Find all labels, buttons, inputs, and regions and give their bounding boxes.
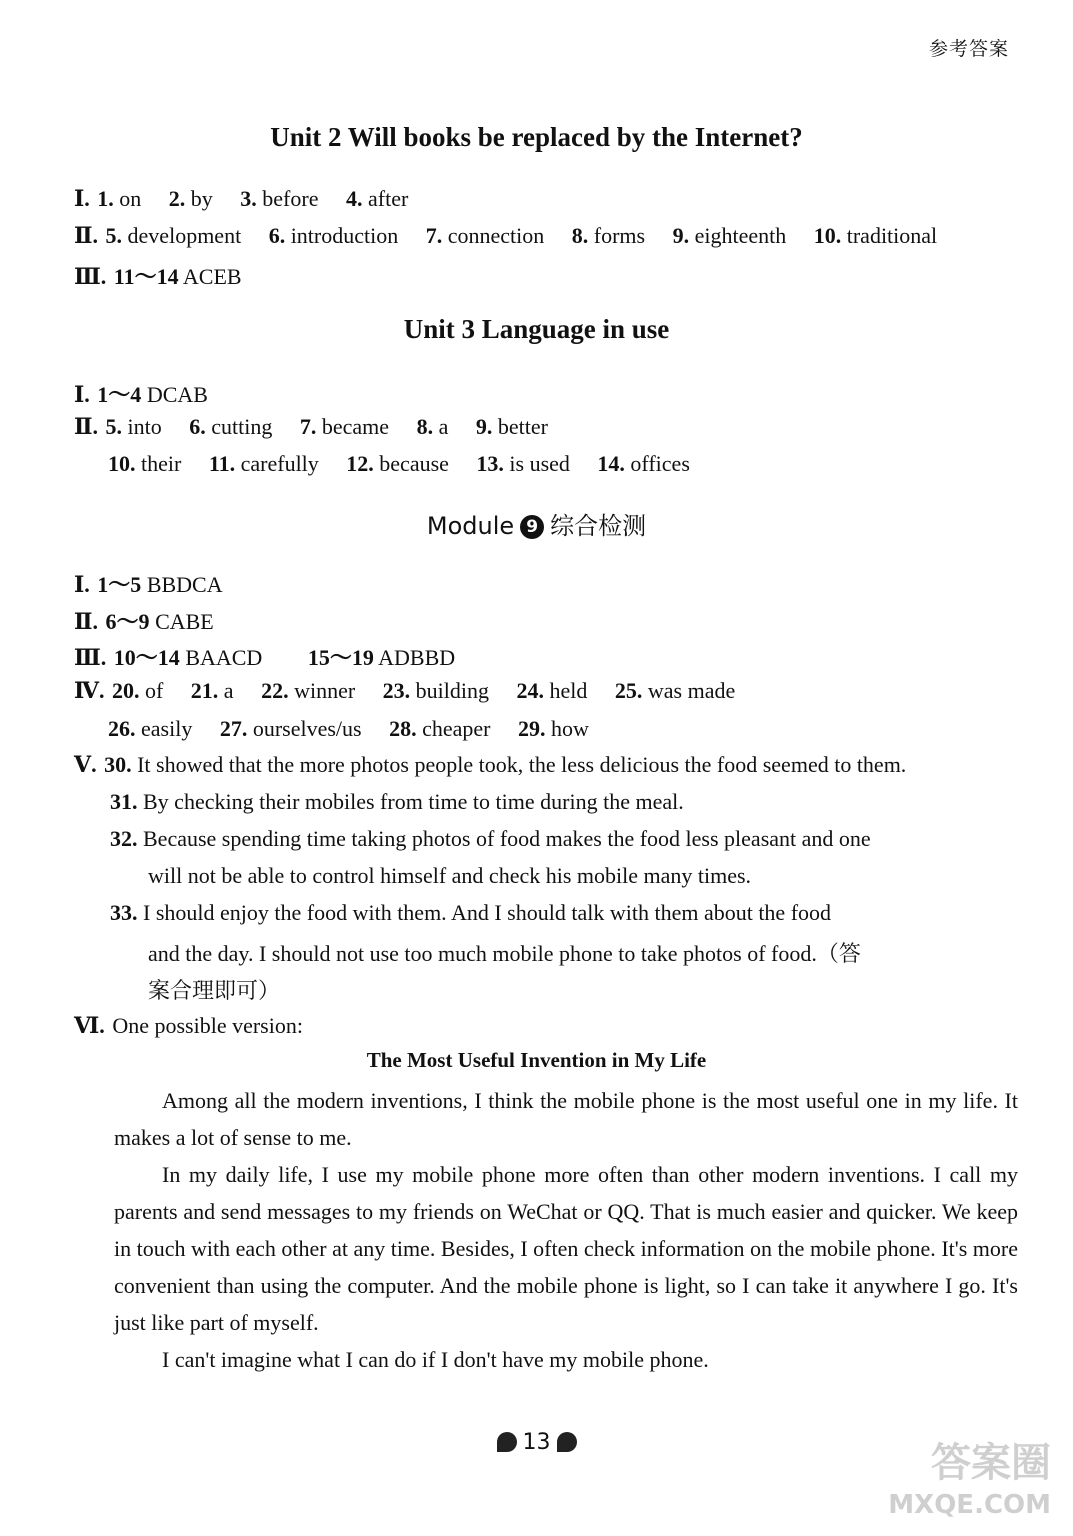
answer-30: It showed that the more photos people took, the less delicious the food seemed to them. — [137, 752, 907, 777]
answer-item: 4. after — [345, 186, 409, 211]
module-section-3 — [74, 641, 477, 672]
answer-32-line-1: 32. Because spending time taking photos of food makes the food less pleasant and one — [110, 826, 871, 851]
header-label: 参考答案 — [928, 38, 1009, 60]
module-section-4-continued — [108, 716, 611, 742]
answer-item: 11. carefully — [208, 451, 319, 476]
answer-item: 23. building — [382, 678, 489, 703]
module-section-6 — [74, 1013, 303, 1039]
answer-item: 6. introduction — [268, 223, 399, 248]
answer-item: 5. into — [105, 414, 162, 439]
unit2-title: Unit 2 Will books be replaced by the Internet? — [270, 122, 803, 152]
answer-item: 10. traditional — [813, 223, 938, 248]
unit3-title: Unit 3 Language in use — [403, 314, 670, 344]
watermark: 答案圈 MXQE.COM — [888, 1440, 1051, 1520]
answer-item: 14. offices — [597, 451, 690, 476]
answer-item: 10. their — [108, 451, 182, 476]
answer-item: 9. eighteenth — [672, 223, 787, 248]
answer-item: 26. easily — [108, 716, 193, 741]
answer-item: 9. better — [475, 414, 548, 439]
unit3-section-2-continued — [108, 451, 712, 477]
answer-item: 28. cheaper — [389, 716, 491, 741]
module-number-badge: 9 — [520, 515, 544, 539]
answer-item: 12. because — [346, 451, 449, 476]
answer-item: 13. is used — [476, 451, 570, 476]
leaf-icon — [497, 1432, 517, 1452]
section-number: Ⅱ. — [74, 414, 99, 439]
section-number: Ⅴ. — [74, 752, 97, 777]
module-section-5: Ⅴ. 30. It showed that the more photos people took, the less delicious the food seemed to them. — [74, 752, 907, 777]
answer-item: 25. was made — [614, 678, 736, 703]
answer-33-line-3: 案合理即可） — [148, 978, 281, 1003]
answer-item: 21. a — [190, 678, 234, 703]
essay-intro: One possible version: — [112, 1013, 303, 1038]
leaf-icon — [557, 1432, 577, 1452]
answer-item: 29. how — [517, 716, 589, 741]
module-section-4 — [74, 678, 757, 704]
section-number: Ⅲ. — [74, 645, 107, 670]
unit3-section-2 — [74, 414, 570, 440]
section-number: Ⅰ. — [74, 382, 90, 407]
answer-33-line-1: 33. I should enjoy the food with them. And I should talk with them about the food — [110, 900, 832, 925]
answer-item: 6～9 CABE — [105, 609, 214, 634]
answer-item: 2. by — [168, 186, 213, 211]
section-number: Ⅰ. — [74, 186, 90, 211]
unit2-section-2 — [74, 223, 959, 249]
answer-item: 1. on — [97, 186, 142, 211]
unit2-section-3 — [74, 260, 264, 291]
answer-item: 1～5 BBDCA — [97, 572, 223, 597]
answer-31-line: 31. By checking their mobiles from time to time during the meal. — [110, 789, 684, 814]
answer-item: 8. forms — [571, 223, 646, 248]
unit2-section-1 — [74, 186, 430, 212]
essay-paragraph-3: I can't imagine what I can do if I don't have my mobile phone. — [162, 1347, 709, 1372]
section-number: Ⅵ. — [74, 1013, 105, 1038]
answer-item: 24. held — [516, 678, 588, 703]
section-number: Ⅱ. — [74, 609, 99, 634]
answer-item: 7. connection — [425, 223, 545, 248]
answer-item: 7. became — [299, 414, 390, 439]
answer-item: 10～14 BAACD — [113, 645, 263, 670]
answer-33-line-2: and the day. I should not use too much mobile phone to take photos of food.（答 — [148, 941, 861, 966]
answer-item: 5. development — [105, 223, 242, 248]
module-title: Module 9 综合检测 — [426, 512, 647, 540]
module-section-1 — [74, 568, 245, 599]
answer-item: 3. before — [240, 186, 319, 211]
section-number: Ⅱ. — [74, 223, 99, 248]
essay-title: The Most Useful Invention in My Life — [366, 1048, 707, 1072]
answer-item: 20. of — [111, 678, 164, 703]
unit3-section-1 — [74, 378, 230, 409]
answer-item: 27. ourselves/us — [219, 716, 362, 741]
essay-paragraph-2: In my daily life, I use my mobile phone more often than other modern inventions. I call my parents and send messages to my friends on WeChat or QQ. That is much easier and quicker. We keep in touch with each other at any time. Besides, I often check information on the mobile phone. It's more convenient than using the computer. And the mobile phone is light, so I can take it anywhere I go. It's just like part of myself. — [114, 1162, 1018, 1335]
answer-32-line-2: will not be able to control himself and check his mobile many times. — [148, 863, 752, 888]
section-number: Ⅳ. — [74, 678, 105, 703]
answer-item: 15～19 ADBBD — [307, 645, 456, 670]
answer-item: 6. cutting — [189, 414, 273, 439]
answer-item: 22. winner — [261, 678, 356, 703]
answer-item: 1～4 DCAB — [97, 382, 208, 407]
answer-item: 8. a — [416, 414, 449, 439]
answer-item: 11～14 ACEB — [113, 264, 242, 289]
essay-body — [114, 1082, 1018, 1378]
section-number: Ⅲ. — [74, 264, 107, 289]
essay-paragraph-1: Among all the modern inventions, I think the mobile phone is the most useful one in my life. It makes a lot of sense to me. — [114, 1088, 1018, 1150]
section-number: Ⅰ. — [74, 572, 90, 597]
module-section-2 — [74, 605, 236, 636]
page-number: 13 — [0, 1430, 1073, 1455]
